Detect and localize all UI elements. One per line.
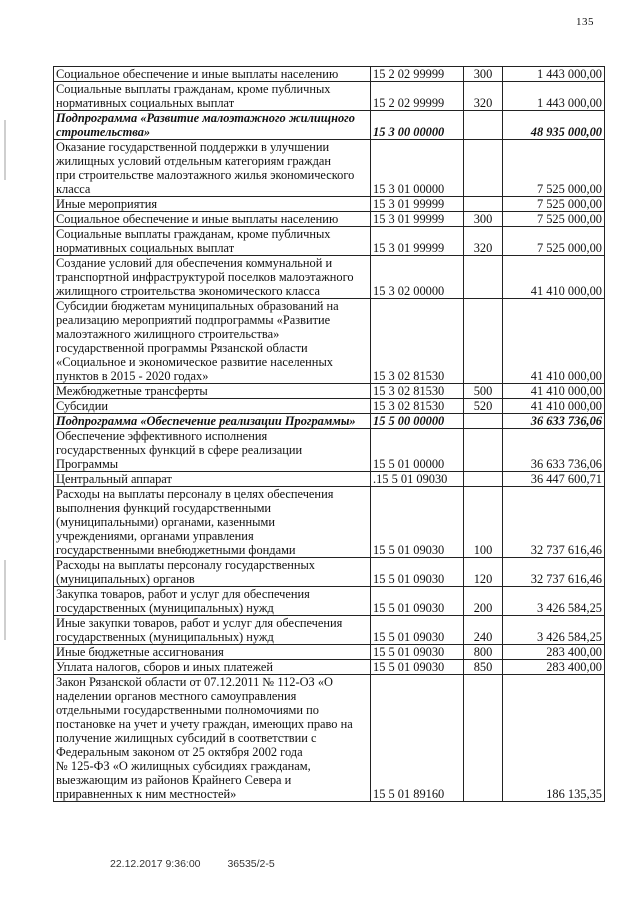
- table-row: [54, 429, 605, 472]
- row-name: Иные мероприятия: [54, 197, 371, 212]
- table-row: [54, 299, 605, 384]
- row-code: 15 5 01 00000: [371, 429, 464, 472]
- scan-edge-mark: [4, 560, 6, 640]
- row-code: 15 3 02 81530: [371, 384, 464, 399]
- row-expense-type: [464, 675, 503, 802]
- table-row: [54, 399, 605, 414]
- row-amount: 1 443 000,00: [503, 67, 605, 82]
- table-row: [54, 82, 605, 111]
- row-expense-type: [464, 414, 503, 429]
- row-amount: 41 410 000,00: [503, 399, 605, 414]
- row-code: 15 5 01 09030: [371, 660, 464, 675]
- table-row: [54, 414, 605, 429]
- row-expense-type: [464, 299, 503, 384]
- row-code: 15 2 02 99999: [371, 82, 464, 111]
- page-number: 135: [576, 16, 594, 28]
- row-name: Субсидии бюджетам муниципальных образований на реализацию мероприятий подпрограммы «Развитие малоэтажного жилищного строительства» государственной программы Рязанской области «Социальное и экономическое развитие населенных пунктов в 2015 - 2020 годах»: [54, 299, 371, 384]
- row-name: Социальные выплаты гражданам, кроме публичных нормативных социальных выплат: [54, 227, 371, 256]
- row-name: Межбюджетные трансферты: [54, 384, 371, 399]
- row-name: Социальные выплаты гражданам, кроме публичных нормативных социальных выплат: [54, 82, 371, 111]
- row-amount: 36 633 736,06: [503, 414, 605, 429]
- row-name: Подпрограмма «Обеспечение реализации Программы»: [54, 414, 371, 429]
- row-code: 15 5 01 09030: [371, 487, 464, 558]
- row-name: Иные бюджетные ассигнования: [54, 645, 371, 660]
- row-code: 15 3 01 00000: [371, 140, 464, 197]
- row-expense-type: 520: [464, 399, 503, 414]
- row-name: Закупка товаров, работ и услуг для обеспечения государственных (муниципальных) нужд: [54, 587, 371, 616]
- row-amount: 48 935 000,00: [503, 111, 605, 140]
- row-expense-type: [464, 111, 503, 140]
- row-amount: 283 400,00: [503, 645, 605, 660]
- row-expense-type: 200: [464, 587, 503, 616]
- row-name: Иные закупки товаров, работ и услуг для обеспечения государственных (муниципальных) нужд: [54, 616, 371, 645]
- row-name: Обеспечение эффективного исполнения государственных функций в сфере реализации Программы: [54, 429, 371, 472]
- row-name: Создание условий для обеспечения коммунальной и транспортной инфраструктурой поселков малоэтажного жилищного строительства экономического класса: [54, 256, 371, 299]
- row-expense-type: 850: [464, 660, 503, 675]
- row-name: Субсидии: [54, 399, 371, 414]
- footer-doc-id: 36535/2-5: [227, 858, 275, 870]
- row-amount: 186 135,35: [503, 675, 605, 802]
- row-code: .15 5 01 09030: [371, 472, 464, 487]
- row-amount: 41 410 000,00: [503, 299, 605, 384]
- row-code: 15 3 01 99999: [371, 197, 464, 212]
- table-row: [54, 140, 605, 197]
- table-row: [54, 67, 605, 82]
- row-amount: 283 400,00: [503, 660, 605, 675]
- row-amount: 3 426 584,25: [503, 587, 605, 616]
- row-code: 15 3 01 99999: [371, 227, 464, 256]
- row-expense-type: [464, 256, 503, 299]
- footer-datetime: 22.12.2017 9:36:00: [110, 858, 201, 870]
- row-amount: 1 443 000,00: [503, 82, 605, 111]
- row-expense-type: 300: [464, 67, 503, 82]
- row-amount: 3 426 584,25: [503, 616, 605, 645]
- table-row: [54, 227, 605, 256]
- row-name: Расходы на выплаты персоналу в целях обеспечения выполнения функций государственными (муниципальными) органами, казенными учреждениями, органами управления государственными внебюджетными фондами: [54, 487, 371, 558]
- row-amount: 7 525 000,00: [503, 197, 605, 212]
- row-code: 15 3 01 99999: [371, 212, 464, 227]
- row-code: 15 2 02 99999: [371, 67, 464, 82]
- row-name: Расходы на выплаты персоналу государственных (муниципальных) органов: [54, 558, 371, 587]
- row-code: 15 5 01 09030: [371, 587, 464, 616]
- row-name: Центральный аппарат: [54, 472, 371, 487]
- row-amount: 7 525 000,00: [503, 212, 605, 227]
- table-row: [54, 660, 605, 675]
- row-expense-type: 120: [464, 558, 503, 587]
- row-code: 15 5 01 89160: [371, 675, 464, 802]
- row-amount: 41 410 000,00: [503, 384, 605, 399]
- row-expense-type: 300: [464, 212, 503, 227]
- row-code: 15 5 00 00000: [371, 414, 464, 429]
- row-amount: 7 525 000,00: [503, 227, 605, 256]
- table-row: [54, 487, 605, 558]
- row-expense-type: 500: [464, 384, 503, 399]
- row-code: 15 3 02 81530: [371, 299, 464, 384]
- budget-table-body: [54, 67, 605, 802]
- row-name: Подпрограмма «Развитие малоэтажного жилищного строительства»: [54, 111, 371, 140]
- row-expense-type: [464, 429, 503, 472]
- row-code: 15 5 01 09030: [371, 558, 464, 587]
- budget-table: [53, 66, 605, 802]
- table-row: [54, 384, 605, 399]
- table-row: [54, 256, 605, 299]
- row-amount: 32 737 616,46: [503, 487, 605, 558]
- row-amount: 41 410 000,00: [503, 256, 605, 299]
- table-row: [54, 212, 605, 227]
- row-expense-type: 320: [464, 82, 503, 111]
- table-row: [54, 472, 605, 487]
- table-row: [54, 558, 605, 587]
- row-expense-type: [464, 140, 503, 197]
- row-amount: 36 447 600,71: [503, 472, 605, 487]
- row-amount: 32 737 616,46: [503, 558, 605, 587]
- table-row: [54, 616, 605, 645]
- row-name: Закон Рязанской области от 07.12.2011 № 112-ОЗ «О наделении органов местного самоуправления отдельными государственными полномочиями по постановке на учет и учету граждан, имеющих право на получение жилищных субсидий в соответствии с Федеральным законом от 25 октября 2002 года № 125-ФЗ «О жилищных субсидиях гражданам, выезжающим из районов Крайнего Севера и приравненных к ним местностей»: [54, 675, 371, 802]
- table-row: [54, 197, 605, 212]
- row-amount: 7 525 000,00: [503, 140, 605, 197]
- row-expense-type: 320: [464, 227, 503, 256]
- table-row: [54, 587, 605, 616]
- table-row: [54, 645, 605, 660]
- row-amount: 36 633 736,06: [503, 429, 605, 472]
- row-expense-type: 100: [464, 487, 503, 558]
- row-code: 15 3 02 00000: [371, 256, 464, 299]
- row-code: 15 3 00 00000: [371, 111, 464, 140]
- row-code: 15 3 02 81530: [371, 399, 464, 414]
- table-row: [54, 111, 605, 140]
- table-row: [54, 675, 605, 802]
- row-name: Оказание государственной поддержки в улучшении жилищных условий отдельным категориям граждан при строительстве малоэтажного жилья экономического класса: [54, 140, 371, 197]
- row-name: Уплата налогов, сборов и иных платежей: [54, 660, 371, 675]
- row-expense-type: [464, 197, 503, 212]
- row-name: Социальное обеспечение и иные выплаты населению: [54, 67, 371, 82]
- row-code: 15 5 01 09030: [371, 616, 464, 645]
- row-expense-type: 800: [464, 645, 503, 660]
- row-expense-type: [464, 472, 503, 487]
- row-expense-type: 240: [464, 616, 503, 645]
- row-name: Социальное обеспечение и иные выплаты населению: [54, 212, 371, 227]
- footer: [110, 858, 299, 870]
- scan-edge-mark: [4, 120, 6, 180]
- row-code: 15 5 01 09030: [371, 645, 464, 660]
